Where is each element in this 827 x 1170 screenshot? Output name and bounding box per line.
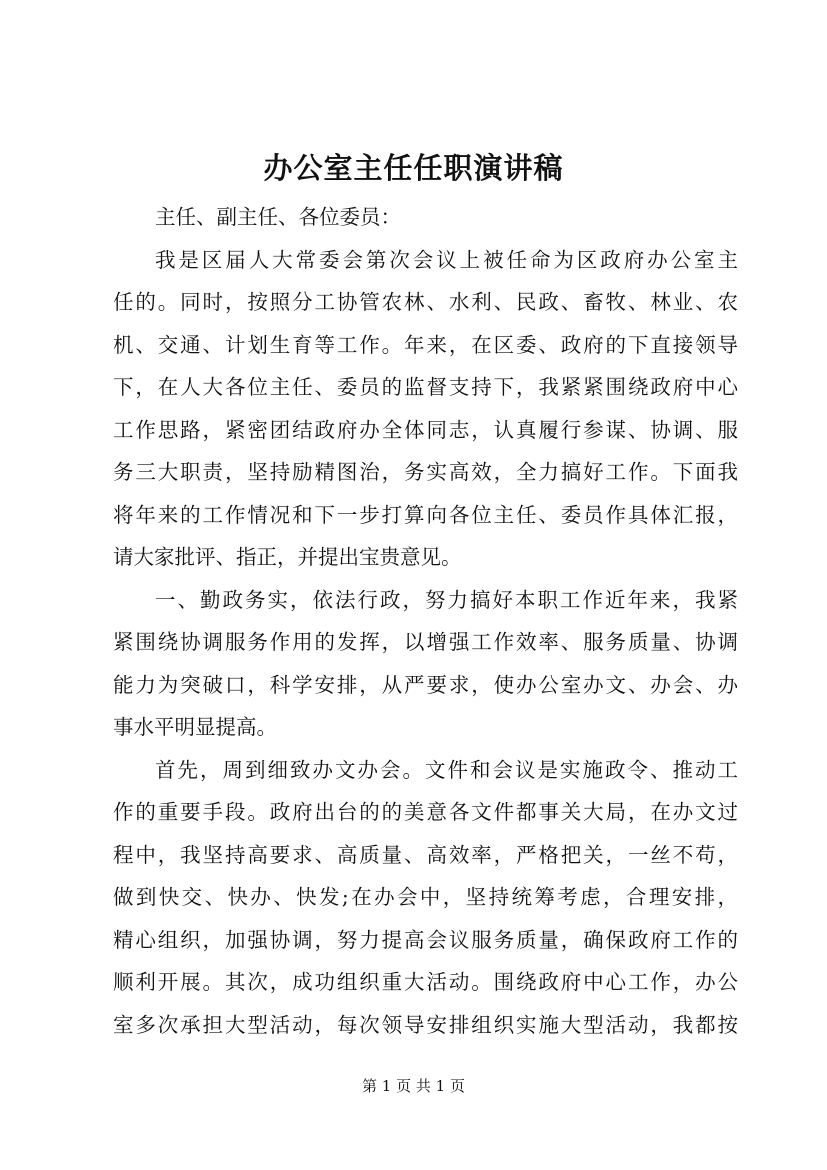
paragraph-line: 能力为突破口，科学安排，从严要求，使办公室办文、办会、办 [113, 672, 738, 697]
paragraph-line: 做到快交、快办、快发;在办会中，坚持统筹考虑，合理安排， [113, 885, 738, 909]
paragraph-line: 将年来的工作情况和下一步打算向各位主任、委员作具体汇报， [113, 502, 738, 527]
paragraph-line: 请大家批评、指正，并提出宝贵意见。 [113, 545, 462, 569]
document-body [113, 196, 738, 1046]
paragraph-line: 程中，我坚持高要求、高质量、高效率，严格把关，一丝不苟， [113, 842, 738, 867]
paragraph-line: 顺利开展。其次，成功组织重大活动。围绕政府中心工作，办公 [113, 970, 738, 994]
paragraph-line: 我是区届人大常委会第次会议上被任命为区政府办公室主 [155, 247, 738, 272]
paragraph-line: 作的重要手段。政府出台的的美意各文件都事关大局，在办文过 [113, 800, 738, 824]
paragraph-line: 下，在人大各位主任、委员的监督支持下，我紧紧围绕政府中心 [113, 375, 738, 399]
paragraph-line: 任的。同时，按照分工协管农林、水利、民政、畜牧、林业、农 [113, 290, 738, 314]
paragraph-line: 紧围绕协调服务作用的发挥，以增强工作效率、服务质量、协调 [113, 630, 738, 654]
salutation: 主任、副主任、各位委员： [155, 205, 401, 229]
paragraph-line: 工作思路，紧密团结政府办全体同志，认真履行参谋、协调、服 [113, 417, 738, 442]
paragraph-line: 务三大职责，坚持励精图治，务实高效，全力搞好工作。下面我 [113, 460, 738, 484]
paragraph-line: 事水平明显提高。 [113, 715, 277, 739]
document-title: 办公室主任任职演讲稿 [263, 151, 564, 185]
paragraph-line: 精心组织，加强协调，努力提高会议服务质量，确保政府工作的 [113, 927, 738, 952]
page-footer: 第 1 页 共 1 页 [362, 1077, 465, 1095]
paragraph-line: 一、勤政务实，依法行政，努力搞好本职工作近年来，我紧 [155, 587, 738, 612]
paragraph-line: 首先，周到细致办文办会。文件和会议是实施政令、推动工 [155, 757, 738, 782]
paragraph-line: 机、交通、计划生育等工作。年来，在区委、政府的下直接领导 [113, 332, 738, 357]
paragraph-line: 室多次承担大型活动，每次领导安排组织实施大型活动，我都按 [113, 1012, 738, 1037]
